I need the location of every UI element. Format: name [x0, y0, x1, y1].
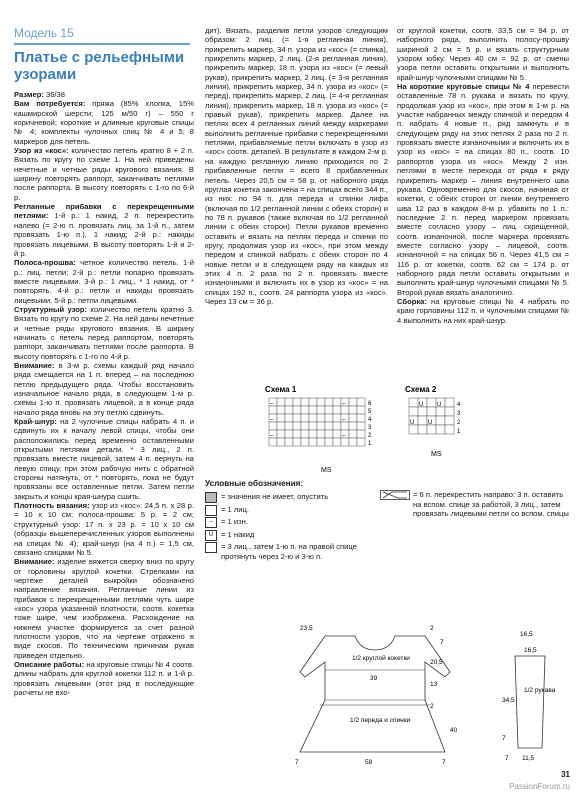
stitch-mark: U — [437, 402, 442, 408]
grid-cell — [409, 407, 418, 416]
pattern-schematic — [280, 622, 570, 772]
grid-cell — [436, 416, 445, 425]
grid-cell — [325, 430, 333, 438]
legend-symbol-icon — [205, 542, 217, 553]
model-header — [14, 26, 190, 91]
grid-cell — [349, 422, 357, 430]
grid-cell — [277, 430, 285, 438]
grid-cell — [269, 438, 277, 446]
dim-sl-b2: 7 — [505, 755, 509, 762]
grid-cell — [293, 430, 301, 438]
grid-cell — [341, 438, 349, 446]
cable-cross-icon — [380, 490, 410, 500]
scheme-2-chart — [405, 384, 475, 464]
paragraph-label: Внимание: — [14, 557, 55, 567]
grid-cell — [333, 398, 341, 406]
legend-item — [205, 505, 375, 518]
grid-cell — [309, 422, 317, 430]
stitch-mark: – — [342, 417, 346, 423]
stitch-mark: – — [270, 417, 274, 423]
row-number: 2 — [457, 420, 461, 426]
paragraph-text: количество петель кратно 8 + 2 п. Вязать по кругу по схеме 1. На ней приведены нечетные и четные ряды кругового вязания. В ширину повторять раппорт, заканчивать петлями после раппорта. В высоту повторять с 1-го по 6-й р. — [14, 146, 195, 202]
grid-cell — [285, 422, 293, 430]
stitch-mark: – — [270, 401, 274, 407]
row-number: 1 — [457, 429, 461, 435]
legend-list — [205, 492, 375, 562]
grid-cell — [409, 398, 418, 407]
legend-symbol-icon: – — [205, 517, 217, 528]
stitch-mark: – — [270, 433, 274, 439]
legend-text: = значения не имеет, опустить — [221, 492, 329, 501]
paragraph-text: на круговые спицы № 4 соотв. длины набрать для круглой кокетки 112 п. и 1-й р. провязать лицевыми (этот ряд в последующие расчеты не вхо- — [14, 659, 194, 697]
grid-cell — [301, 430, 309, 438]
page-number: 31 — [561, 770, 570, 779]
grid-cell — [293, 398, 301, 406]
grid-cell — [317, 438, 325, 446]
row-number: 3 — [368, 425, 372, 431]
scheme-2-ms: MS — [431, 451, 442, 458]
body-label: 1/2 переда и спинки — [350, 717, 411, 724]
legend-text: = 1 накид — [221, 529, 255, 539]
dim-top-h: 2 — [430, 625, 434, 632]
legend-symbol-icon — [205, 492, 217, 503]
paragraph-text: на 2 чулочные спицы набрать 4 п. и сдвинуть их к началу левой спицы, чтобы они расположились перед временно оставленными открытыми петлями детали. * 3 лиц., 2 п. провязать вместе лицевой, затем 4 п. вернуть на левую спицу, при этом рабочую нить с обратной стороны натянуть, от * повторять, пока не будут провязаны все оставленные петли. Затем петли закрыть и концы края-шнура сшить. — [14, 417, 194, 501]
sleeve-outline — [515, 656, 545, 748]
paragraph-label: Размер: — [14, 90, 44, 99]
grid-cell — [293, 422, 301, 430]
dim-d4: 40 — [450, 727, 458, 734]
grid-cell — [427, 407, 436, 416]
grid-cell — [445, 416, 454, 425]
grid-cell — [445, 407, 454, 416]
grid-cell — [285, 406, 293, 414]
grid-cell — [357, 430, 365, 438]
paragraph-label: На короткие круговые спицы № 4 — [397, 82, 530, 92]
grid-cell — [285, 398, 293, 406]
paragraph — [397, 82, 569, 297]
grid-cell — [325, 438, 333, 446]
grid-cell — [309, 398, 317, 406]
paragraph-text: на круговые спицы № 4 набрать по краю горловины 112 п. и чулочными спицами № 4 выполнить на них край-шнур. — [397, 296, 569, 325]
legend-item — [205, 517, 375, 530]
paragraph-text: пряжа (85% хлопка, 15% кашмирской шерсти; 125 м/50 г) – 550 г коричневой; короткие и длинные круговые спицы № 4; комплекты чулочных спиц № 4 и 5; 8 маркеров для петель. — [14, 99, 194, 146]
grid-cell — [309, 414, 317, 422]
grid-cell — [317, 398, 325, 406]
legend-right — [380, 490, 570, 519]
paragraph-text: от круглой кокетки, соотв. 33,5 см = 94 р. от наборного ряда, выполнить полосу-прошву шириной 2 см = 5 р. и вязать структурным узором юбку. Через 40 см = 92 р. от смены узора петли оставить открытыми и выполнить край-шнур чулочными спицами № 5. — [397, 26, 569, 82]
sleeve-label: 1/2 рукава — [524, 687, 556, 694]
grid-cell — [333, 406, 341, 414]
grid-cell — [325, 414, 333, 422]
row-number: 3 — [457, 411, 461, 417]
row-number: 5 — [368, 409, 372, 415]
legend-item — [205, 492, 375, 505]
legend-text: = 1 изн. — [221, 517, 248, 526]
dim-sleeve-top: 16,5 — [520, 631, 533, 638]
grid-cell — [333, 414, 341, 422]
grid-cell — [293, 406, 301, 414]
grid-cell — [349, 406, 357, 414]
dim-sl-h2: 7 — [502, 735, 506, 742]
paragraph-text: в 3-м р. схемы каждый ряд начало ряда смещается на 1 п. вперед – на последнюю петлю предыдущего ряда. Чтобы восстановить изначальное начало ряда, в следующем 1-м р. схемы 1-ю п. провязать лицевой, а в конце ряда начало ряда вновь на эту петлю сдвинуть. — [14, 360, 194, 417]
grid-cell — [309, 406, 317, 414]
paragraph-label: Край-шнур: — [14, 417, 57, 427]
grid-cell — [357, 414, 365, 422]
grid-cell — [301, 422, 309, 430]
grid-cell — [285, 430, 293, 438]
dim-sl-bottom: 11,5 — [522, 755, 535, 762]
scheme-1-title: Схема 1 — [265, 385, 297, 394]
row-number: 2 — [368, 433, 372, 439]
grid-cell — [285, 438, 293, 446]
paragraph-label: Внимание: — [14, 360, 55, 370]
paragraph-text: узор из «кос»: 24,5 п. х 28 р. = 10 х 10 см; полоса-прошва: 5 р. = 2 см; структурный узор: 17 п. х 23 р. = 10 х 10 см (образцы вышеперечисленных узоров выполнены на спицах № 4); край-шнур (на 4 п.) = 1,5 см, связано спицами № 5. — [14, 501, 194, 557]
paragraph-label: Регланные прибавки с перекрещенными петлями: — [14, 202, 194, 221]
paragraph — [14, 501, 194, 557]
page-title: Платье с рельефными узорами — [14, 49, 185, 83]
grid-cell — [349, 414, 357, 422]
paragraph — [397, 297, 569, 325]
grid-cell — [341, 422, 349, 430]
model-number: Модель 15 — [14, 26, 74, 40]
legend-text: = 3 лиц., затем 1-ю п. на правой спице протянуть через 2-ю и 3-ю п. — [221, 542, 357, 561]
paragraph-label: Узор из «кос»: — [14, 146, 69, 156]
grid-cell — [317, 430, 325, 438]
grid-cell — [409, 425, 418, 434]
row-number: 4 — [457, 402, 461, 408]
legend-symbol-icon: U — [205, 530, 217, 541]
legend-item — [205, 542, 375, 562]
paragraph — [14, 146, 194, 202]
grid-cell — [333, 422, 341, 430]
grid-cell — [317, 414, 325, 422]
paragraph-text: 1-й р.: 1 накид, 2 п. перекрестить налево (= 2-ю п. провязать лиц. за 1-й п., затем провязать 1-ю п.), 1 накид; 2-й р.: накиды провязать лицевыми. В высоту повторять 1-й и 2-й р. — [14, 211, 194, 258]
paragraph-label: Структурный узор: — [14, 304, 88, 314]
grid-cell — [301, 414, 309, 422]
grid-cell — [418, 407, 427, 416]
grid-cell — [293, 414, 301, 422]
title-divider — [14, 43, 190, 45]
row-number: 4 — [368, 417, 372, 423]
legend-title: Условные обозначения: — [205, 479, 304, 488]
stitch-mark: – — [342, 433, 346, 439]
site-watermark: PassionForum.ru — [509, 782, 570, 791]
grid-cell — [436, 425, 445, 434]
grid-cell — [325, 398, 333, 406]
stitch-mark: – — [342, 401, 346, 407]
paragraph-label: Полоса-прошва: — [14, 258, 76, 268]
paragraph — [14, 258, 194, 305]
grid-cell — [309, 438, 317, 446]
grid-cell — [333, 438, 341, 446]
dim-mid-width: 39 — [370, 675, 378, 682]
grid-cell — [277, 414, 285, 422]
dim-s1: 7 — [295, 759, 299, 766]
paragraph — [14, 305, 194, 361]
grid-cell — [325, 422, 333, 430]
legend-text: = 1 лиц. — [221, 504, 250, 514]
scheme-1-grid — [269, 398, 365, 446]
grid-cell — [293, 438, 301, 446]
grid-cell — [427, 398, 436, 407]
dim-sleeve-w: 16,5 — [524, 647, 537, 654]
paragraph-label: Сборка: — [397, 296, 427, 306]
grid-cell — [325, 406, 333, 414]
paragraph — [14, 417, 194, 501]
dim-top-width: 23,5 — [300, 625, 313, 632]
grid-cell — [277, 438, 285, 446]
dim-bottom-width: 58 — [365, 759, 373, 766]
body-outline — [300, 636, 450, 752]
text-column-2 — [205, 26, 388, 306]
scheme-1-ms: MS — [321, 467, 332, 474]
grid-cell — [418, 425, 427, 434]
paragraph — [14, 90, 194, 99]
dim-h2: 7 — [440, 639, 444, 646]
scheme-2-grid — [409, 398, 454, 434]
stitch-mark: U — [410, 420, 415, 426]
grid-cell — [436, 407, 445, 416]
dim-d1: 20,5 — [430, 659, 443, 666]
paragraph-text: количество петель кратно 3. Вязать по кругу по схеме 2. На ней даны нечетные и четные ряды кругового вязания. В ширину начинать с петель перед раппортом, повторять раппорт, заканчивать петлями после раппорта. В высоту повторять с 1-го по 4-й р. — [14, 304, 194, 361]
stitch-mark: U — [428, 420, 433, 426]
stitch-mark: U — [419, 402, 424, 408]
legend-item — [205, 530, 375, 543]
grid-cell — [317, 406, 325, 414]
text-column-3 — [397, 26, 569, 325]
grid-cell — [349, 430, 357, 438]
grid-cell — [309, 430, 317, 438]
legend-symbol-icon — [205, 505, 217, 516]
scheme-1-chart — [265, 384, 395, 474]
grid-cell — [277, 406, 285, 414]
paragraph — [14, 202, 194, 258]
grid-cell — [301, 438, 309, 446]
grid-cell — [317, 422, 325, 430]
dim-d2: 13 — [430, 681, 438, 688]
paragraph — [14, 99, 194, 146]
grid-cell — [357, 406, 365, 414]
text-column-1 — [14, 90, 194, 697]
row-number: 6 — [368, 401, 372, 407]
paragraph — [397, 26, 569, 82]
paragraph — [14, 660, 194, 697]
grid-cell — [333, 430, 341, 438]
dim-sl-h1: 34,5 — [502, 697, 515, 704]
paragraph-label: Плотность вязания: — [14, 501, 90, 511]
legend-right-text: = 6 п. перекрестить направо: 3 п. оставить на вспом. спице за работой, 3 лиц., затем провязать лицевыми петли со вспом. спицы — [413, 490, 569, 519]
grid-cell — [341, 406, 349, 414]
grid-cell — [357, 422, 365, 430]
yoke-label: 1/2 круглой кокетки — [352, 655, 410, 662]
grid-cell — [277, 422, 285, 430]
grid-cell — [445, 425, 454, 434]
paragraph-text: перевести оставленные 78 п. рукава и вязать по кругу, продолжая узор из «кос», при этом в 1-м р. на участке набранных между спинкой и передом 4 п. набрать 4 новые п., ряд замкнуть и в следующем ряду на этих петлях 2 раза по 2 п. провязать вместе изнаночными и включить их в узор из «кос» = на спицах 80 п., соотв. 10 раппортов узора из «кос». Между 2 изн. петлями в месте перехода от ряда к ряду прикрепить маркер – линия внутреннего шва рукава. Одновременно для скосов, начиная от кокетки, с обеих сторон от линии внутреннего шва 12 раз в каждом 8-м р. убавить по 1 п.: последние 2 п. перед маркером провязать вместе согласно узору – лиц. скрещенной, соотв. изнаночной, после маркера провязать вместе согласно узору – лицевой, соотв. изнаночной = на спицах 56 п. Через 41,5 см = 116 р. от кокетки, соотв. 62 см = 174 р. от наборного ряда петли оставить открытыми и выполнить край-шнур чулочными спицами № 5. Второй рукав вязать аналогично. — [397, 82, 569, 297]
dim-d3: 2 — [430, 703, 434, 710]
grid-cell — [357, 398, 365, 406]
paragraph — [14, 557, 194, 660]
grid-cell — [285, 414, 293, 422]
grid-cell — [349, 438, 357, 446]
grid-cell — [427, 425, 436, 434]
paragraph-text: четное количество петель. 1-й р.: лиц. петли; 2-й р.: петли попарно провязать вместе лицевыми. 3-й р.: 1 лиц., * 1 накид, от * повторять. 4-й р.: петли и накиды провязать лицевыми. 5-й р.: петли лицевыми. — [14, 258, 194, 305]
scheme-2-title: Схема 2 — [405, 385, 437, 394]
grid-cell — [445, 398, 454, 407]
grid-cell — [301, 398, 309, 406]
paragraph — [14, 361, 194, 417]
paragraph-text: 36/38 — [43, 90, 65, 99]
grid-cell — [418, 416, 427, 425]
paragraph-label: Вам потребуется: — [14, 99, 86, 109]
paragraph-label: Описание работы: — [14, 659, 85, 669]
grid-cell — [269, 406, 277, 414]
row-number: 1 — [368, 441, 372, 447]
dim-s2: 7 — [442, 759, 446, 766]
grid-cell — [349, 398, 357, 406]
grid-cell — [301, 406, 309, 414]
grid-cell — [269, 422, 277, 430]
paragraph-text: изделие вяжется сверху вниз по кругу от горловины круглой кокетки. Стрелками на чертеже деталей выкройки обозначено направление вязания. Регланные линии из прибавок с перекрещенными петлями чуть шире «кос» узора указанной плотности, соотв. кокетка тоже шире, чем изображена. Расхождение на нижнем участке формируется за счет разной плотности узоров, что на чертеже отражено в виде скосов. По техническим причинам рукав приведен отдельно. — [14, 557, 194, 660]
grid-cell — [357, 438, 365, 446]
paragraph: дит). Вязать, разделив петли узоров следующим образом: 2 лиц. (= 1-я регланная линия), прикрепить маркер, 34 п. узора из «кос» (= спинка), прикрепить маркер, 2 лиц. (2-я регланная линия), прикрепить маркер, 18 п. узора из «кос» (= левый рукав), прикрепить маркер, 2 лиц. (= 3-я регланная линия), прикрепить маркер, 34 п. узора из «кос» (= перед), прикрепить маркер, 2 лиц. (= 4-я регланная линия), прикрепить маркер, 18 п. узора из «кос» (= правый рукав), прикрепить маркер. Далее на петлях всех 4 регланных линий между маркерами выполнить регланные прибавки с перекрещенными петлями, прибавляемые петли включать в узор из «кос» соотв. деталей. В результате в каждом 2-м р. на каждую регланную линию приходится по 2 прибавленные петли = всего 8 прибавленных петель. Через 20,5 см = 58 р. от наборного ряда круглая кокетка закончена = на спицах всего 344 п., из них: по 94 п. для переда и спинки лифа (включая по 1/2 регланной линии с обеих сторон) и по 78 п. рукавов (также включая по 1/2 регланной линии с обеих сторон). Петли рукавов временно оставить и вязать на петлях переда и спинки по кругу, продолжая узор из «кос», при этом между передом и спинкой набрать с обеих сторон по 4 новые петли и в следующем ряду на каждых из этих 4 п. 2 раза по 2 п. провязать вместе изнаночными и включить их в узор из «кос» = на спицах 192 п., соотв. 24 раппорта узора из «кос». Через 13 см = 36 р. — [205, 26, 388, 306]
grid-cell — [277, 398, 285, 406]
